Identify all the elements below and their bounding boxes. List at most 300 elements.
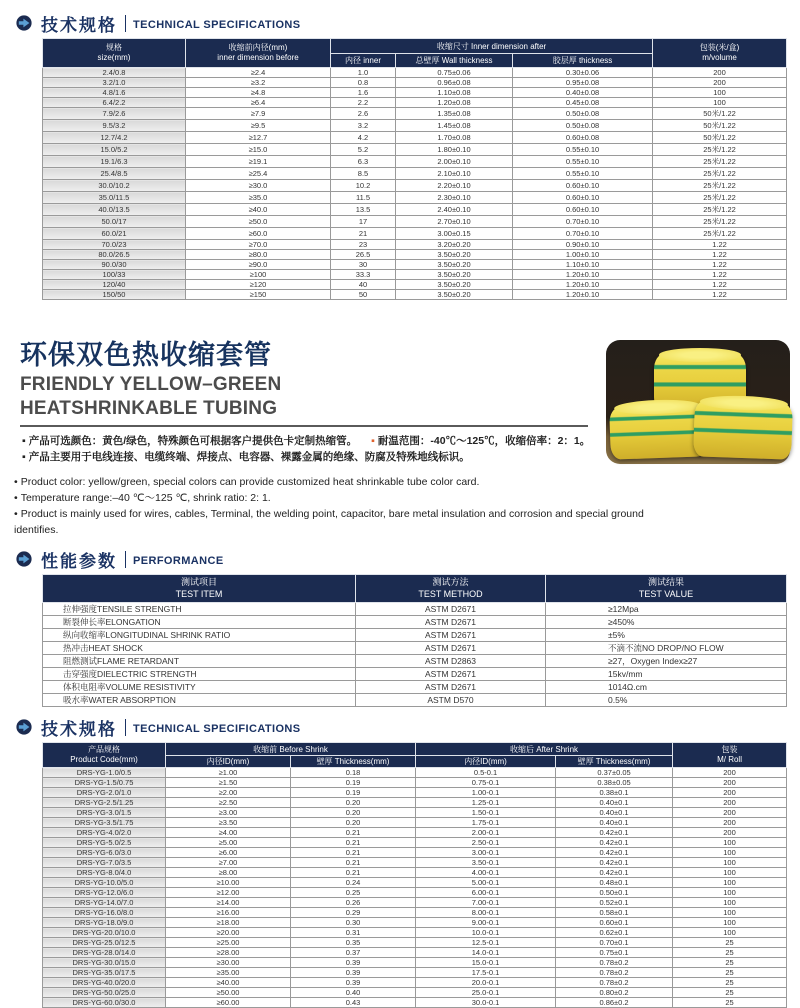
table-cell: 7.9/2.6 — [43, 108, 186, 120]
table-cell: ≥70.0 — [186, 240, 331, 250]
table-cell: ≥15.0 — [186, 144, 331, 156]
table-cell: ≥80.0 — [186, 250, 331, 260]
table-row — [43, 603, 787, 616]
table-cell: 100 — [673, 848, 787, 858]
table-cell: 0.37±0.05 — [556, 768, 673, 778]
table-cell: 50米/1.22 — [653, 132, 787, 144]
table-cell: 3.50±0.20 — [396, 290, 513, 300]
table-row — [43, 250, 787, 260]
table-cell: 25米/1.22 — [653, 156, 787, 168]
table-cell: 0.78±0.2 — [556, 978, 673, 988]
table-cell: 25.4/8.5 — [43, 168, 186, 180]
table-row — [43, 908, 787, 918]
section-header-performance — [16, 548, 800, 570]
spec-table-drs-yg — [42, 742, 787, 1008]
table-cell: ≥60.0 — [186, 228, 331, 240]
bullet-item: ▪ 耐温范围：-40℃～125℃，收缩倍率：2：1。 — [371, 435, 591, 447]
bullet-item: • Product is mainly used for wires, cables, Terminal, the welding point, capacitor, bare metal insulation and corrosion and special ground identifies. — [14, 508, 644, 536]
table-row — [43, 694, 787, 707]
table-row — [43, 180, 787, 192]
table-cell: 0.70±0.10 — [513, 228, 653, 240]
table-cell: 0.35 — [291, 938, 416, 948]
table-cell: DRS-YG-30.0/15.0 — [43, 958, 166, 968]
table-cell: ≥3.2 — [186, 78, 331, 88]
table-cell: 30.0/10.2 — [43, 180, 186, 192]
table-row — [43, 918, 787, 928]
table-cell: DRS-YG-1.5/0.75 — [43, 778, 166, 788]
table-cell: 100 — [673, 898, 787, 908]
table-cell: 0.42±0.1 — [556, 828, 673, 838]
table-row — [43, 260, 787, 270]
table-cell: ASTM D2671 — [356, 642, 546, 655]
table-cell: 19.1/6.3 — [43, 156, 186, 168]
table-cell: DRS-YG-12.0/6.0 — [43, 888, 166, 898]
table-cell: 15kv/mm — [546, 668, 787, 681]
catalog-page — [0, 12, 800, 1007]
bullet-icon: • — [14, 476, 18, 488]
table-cell: 0.60±0.10 — [513, 204, 653, 216]
col-header-test-method: 测试方法 TEST METHOD — [356, 575, 546, 603]
table-row — [43, 878, 787, 888]
table-cell: 0.48±0.1 — [556, 878, 673, 888]
table-cell: 0.58±0.1 — [556, 908, 673, 918]
table-cell: ≥20.00 — [166, 928, 291, 938]
bullet-icon: ▪ — [22, 435, 26, 447]
table-cell: DRS-YG-5.0/2.5 — [43, 838, 166, 848]
table-cell: 0.38±0.1 — [556, 788, 673, 798]
table-cell: 100 — [673, 918, 787, 928]
table-cell: 23 — [331, 240, 396, 250]
table-row — [43, 898, 787, 908]
table-cell: ≥8.00 — [166, 868, 291, 878]
product-photo — [606, 340, 790, 464]
table-cell: ≥6.00 — [166, 848, 291, 858]
table-cell: 0.50±0.1 — [556, 888, 673, 898]
table-cell: ASTM D570 — [356, 694, 546, 707]
table-cell: ≥150 — [186, 290, 331, 300]
table-cell: 7.00-0.1 — [416, 898, 556, 908]
table-cell: ≥12.00 — [166, 888, 291, 898]
table-cell: 8.5 — [331, 168, 396, 180]
table-row — [43, 616, 787, 629]
table-cell: 25米/1.22 — [653, 216, 787, 228]
table-cell: 100 — [673, 888, 787, 898]
table-cell: 200 — [673, 788, 787, 798]
table-row — [43, 168, 787, 180]
table-cell: 0.37 — [291, 948, 416, 958]
table-cell: ≥100 — [186, 270, 331, 280]
product-intro — [0, 340, 800, 538]
table-cell: ±5% — [546, 629, 787, 642]
col-header-before: 收缩前内径(mm) inner dimension before — [186, 39, 331, 68]
table-cell: 0.50±0.08 — [513, 108, 653, 120]
table-cell: 100/33 — [43, 270, 186, 280]
col-header-after-group: 收缩后 After Shrink — [416, 743, 673, 756]
table-cell: 0.52±0.1 — [556, 898, 673, 908]
table-cell: 0.5-0.1 — [416, 768, 556, 778]
table-cell: 0.40±0.1 — [556, 808, 673, 818]
table-cell: 3.50±0.20 — [396, 260, 513, 270]
table-cell: 6.00-0.1 — [416, 888, 556, 898]
table-cell: ASTM D2863 — [356, 655, 546, 668]
table-cell: 0.8 — [331, 78, 396, 88]
table-row — [43, 290, 787, 300]
tubing-roll — [609, 404, 707, 459]
table-cell: 5.00-0.1 — [416, 878, 556, 888]
table-cell: 3.50±0.20 — [396, 270, 513, 280]
arrow-circle-icon — [16, 719, 32, 735]
table-cell: 1.0 — [331, 68, 396, 78]
table-cell: 0.78±0.2 — [556, 958, 673, 968]
table-cell: 15.0-0.1 — [416, 958, 556, 968]
table-cell: 1.70±0.08 — [396, 132, 513, 144]
table-row — [43, 681, 787, 694]
table-cell: DRS-YG-1.0/0.5 — [43, 768, 166, 778]
table-cell: 0.96±0.08 — [396, 78, 513, 88]
section-title-en: TECHNICAL SPECIFICATIONS — [133, 723, 301, 735]
table-cell: 0.40±0.1 — [556, 798, 673, 808]
table-cell: 0.30±0.06 — [513, 68, 653, 78]
table-cell: 1.20±0.08 — [396, 98, 513, 108]
table-cell: ≥4.00 — [166, 828, 291, 838]
divider — [125, 15, 126, 32]
table-row — [43, 144, 787, 156]
table-cell: 100 — [673, 858, 787, 868]
table-cell: ≥120 — [186, 280, 331, 290]
arrow-circle-icon — [16, 551, 32, 567]
table-row — [43, 798, 787, 808]
tubing-roll — [693, 400, 793, 459]
table-cell: 0.20 — [291, 798, 416, 808]
table-cell: 体积电阻率VOLUME RESISTIVITY — [43, 681, 356, 694]
table-cell: 50 — [331, 290, 396, 300]
table-cell: 200 — [653, 78, 787, 88]
table-cell: 0.50±0.08 — [513, 120, 653, 132]
table-cell: ≥7.9 — [186, 108, 331, 120]
table-cell: 200 — [673, 828, 787, 838]
table-cell: ≥90.0 — [186, 260, 331, 270]
table-cell: 0.42±0.1 — [556, 868, 673, 878]
table-cell: 9.5/3.2 — [43, 120, 186, 132]
table-row — [43, 808, 787, 818]
col-header-before-group: 收缩前 Before Shrink — [166, 743, 416, 756]
table-cell: 90.0/30 — [43, 260, 186, 270]
table-cell: 0.62±0.1 — [556, 928, 673, 938]
table-row — [43, 978, 787, 988]
table-cell: 6.4/2.2 — [43, 98, 186, 108]
table-cell: 12.7/4.2 — [43, 132, 186, 144]
table-cell: 100 — [653, 98, 787, 108]
table-cell: 25 — [673, 978, 787, 988]
table-cell: ≥35.00 — [166, 968, 291, 978]
table-cell: ≥50.0 — [186, 216, 331, 228]
table-cell: 11.5 — [331, 192, 396, 204]
col-header-test-item: 测试项目 TEST ITEM — [43, 575, 356, 603]
col-header-glue: 胶层厚 thickness — [513, 54, 653, 68]
col-header-after-group: 收缩尺寸 Inner dimension after — [331, 39, 653, 54]
table-cell: ASTM D2671 — [356, 629, 546, 642]
product-title-zh: 环保双色热收缩套管 — [20, 340, 272, 370]
table-row — [43, 204, 787, 216]
table-row — [43, 928, 787, 938]
table-cell: 1.20±0.10 — [513, 280, 653, 290]
table-cell: 热冲击HEAT SHOCK — [43, 642, 356, 655]
section-header-specs-1 — [16, 12, 800, 34]
table-cell: 200 — [673, 778, 787, 788]
table-cell: 0.70±0.10 — [513, 216, 653, 228]
table-cell: 25米/1.22 — [653, 144, 787, 156]
col-header-thick-before: 壁厚 Thickness(mm) — [291, 756, 416, 768]
table-cell: 1.22 — [653, 260, 787, 270]
table-cell: 击穿强度DIELECTRIC STRENGTH — [43, 668, 356, 681]
table-cell: 0.21 — [291, 828, 416, 838]
table-row — [43, 156, 787, 168]
table-cell: 8.00-0.1 — [416, 908, 556, 918]
table-cell: 2.10±0.10 — [396, 168, 513, 180]
table-cell: 3.20±0.20 — [396, 240, 513, 250]
table-cell: 25 — [673, 998, 787, 1008]
table-cell: 0.60±0.10 — [513, 180, 653, 192]
table-cell: 25 — [673, 948, 787, 958]
table-cell: 200 — [673, 768, 787, 778]
table-cell: ≥40.0 — [186, 204, 331, 216]
table-cell: ≥2.00 — [166, 788, 291, 798]
table-cell: 1.22 — [653, 250, 787, 260]
table-cell: 0.55±0.10 — [513, 168, 653, 180]
table-cell: 25.0-0.1 — [416, 988, 556, 998]
divider — [125, 719, 126, 736]
table-cell: 2.6 — [331, 108, 396, 120]
table-cell: ≥1.50 — [166, 778, 291, 788]
table-cell: 2.2 — [331, 98, 396, 108]
table-row — [43, 818, 787, 828]
section-title-zh: 技术规格 — [41, 15, 117, 35]
table-cell: 1.20±0.10 — [513, 290, 653, 300]
table-cell: 1014Ω.cm — [546, 681, 787, 694]
bullet-item: • Temperature range:–40 ℃～125 ℃, shrink ratio: 2: 1. — [14, 492, 271, 504]
col-header-size: 规格 size(mm) — [43, 39, 186, 68]
table-cell: DRS-YG-40.0/20.0 — [43, 978, 166, 988]
table-cell: 不滴不流NO DROP/NO FLOW — [546, 642, 787, 655]
table-cell: DRS-YG-28.0/14.0 — [43, 948, 166, 958]
table-cell: 2.00±0.10 — [396, 156, 513, 168]
product-title-en-2: HEATSHRINKABLE TUBING — [20, 398, 278, 419]
table-row — [43, 228, 787, 240]
table-cell: 1.10±0.10 — [513, 260, 653, 270]
col-header-test-value: 测试结果 TEST VALUE — [546, 575, 787, 603]
col-header-pack: 包装 M/ Roll — [673, 743, 787, 768]
table-row — [43, 132, 787, 144]
table-row — [43, 629, 787, 642]
table-cell: ≥9.5 — [186, 120, 331, 132]
table-cell: 0.95±0.08 — [513, 78, 653, 88]
table-cell: ≥60.00 — [166, 998, 291, 1008]
table-cell: 17.5-0.1 — [416, 968, 556, 978]
table-cell: DRS-YG-60.0/30.0 — [43, 998, 166, 1008]
table-row — [43, 120, 787, 132]
table-cell: 3.50±0.20 — [396, 250, 513, 260]
section-title-en: PERFORMANCE — [133, 555, 224, 567]
table-cell: 0.42±0.1 — [556, 858, 673, 868]
table-cell: DRS-YG-2.0/1.0 — [43, 788, 166, 798]
table-cell: DRS-YG-50.0/25.0 — [43, 988, 166, 998]
table-row — [43, 848, 787, 858]
table-row — [43, 642, 787, 655]
table-cell: 20.0-0.1 — [416, 978, 556, 988]
bullets-en — [14, 474, 654, 538]
table-cell: 0.21 — [291, 868, 416, 878]
table-cell: DRS-YG-2.5/1.25 — [43, 798, 166, 808]
col-header-thick-after: 壁厚 Thickness(mm) — [556, 756, 673, 768]
table-row — [43, 240, 787, 250]
table-cell: 0.43 — [291, 998, 416, 1008]
table-cell: 50米/1.22 — [653, 108, 787, 120]
table-cell: 50米/1.22 — [653, 120, 787, 132]
table-cell: 2.00-0.1 — [416, 828, 556, 838]
table-cell: 100 — [673, 838, 787, 848]
table-cell: ≥28.00 — [166, 948, 291, 958]
table-cell: 1.22 — [653, 290, 787, 300]
table-cell: 0.70±0.1 — [556, 938, 673, 948]
table-row — [43, 778, 787, 788]
table-cell: 100 — [673, 868, 787, 878]
section-title-zh: 性能参数 — [41, 551, 117, 571]
table-cell: 3.00±0.15 — [396, 228, 513, 240]
table-cell: 25 — [673, 988, 787, 998]
spec-table-inch — [42, 38, 787, 300]
table-cell: 1.50-0.1 — [416, 808, 556, 818]
table-cell: ≥3.00 — [166, 808, 291, 818]
table-cell: 0.55±0.10 — [513, 144, 653, 156]
table-cell: ≥12Mpa — [546, 603, 787, 616]
table-cell: 吸水率WATER ABSORPTION — [43, 694, 356, 707]
table-cell: 9.00-0.1 — [416, 918, 556, 928]
table-cell: 25米/1.22 — [653, 228, 787, 240]
table-cell: 0.86±0.2 — [556, 998, 673, 1008]
table-row — [43, 888, 787, 898]
col-header-id-after: 内径ID(mm) — [416, 756, 556, 768]
table-cell: 200 — [673, 818, 787, 828]
table-cell: 14.0-0.1 — [416, 948, 556, 958]
col-header-wall: 总壁厚 Wall thickness — [396, 54, 513, 68]
table-cell: 0.78±0.2 — [556, 968, 673, 978]
table-cell: 0.45±0.08 — [513, 98, 653, 108]
table-cell: ≥19.1 — [186, 156, 331, 168]
bullet-item: ▪ 产品可选颜色：黄色/绿色，特殊颜色可根据客户提供色卡定制热缩管。 — [22, 435, 358, 447]
table-cell: 0.42±0.1 — [556, 838, 673, 848]
col-header-product-code: 产品规格 Product Code(mm) — [43, 743, 166, 768]
table-cell: 25 — [673, 938, 787, 948]
table-cell: 0.60±0.1 — [556, 918, 673, 928]
table-cell: 0.26 — [291, 898, 416, 908]
table-row — [43, 958, 787, 968]
col-header-inner: 内径 inner — [331, 54, 396, 68]
table-cell: 10.0-0.1 — [416, 928, 556, 938]
table-cell: ASTM D2671 — [356, 616, 546, 629]
table-cell: ≥25.4 — [186, 168, 331, 180]
table-cell: 0.18 — [291, 768, 416, 778]
table-cell: 1.25-0.1 — [416, 798, 556, 808]
table-cell: 13.5 — [331, 204, 396, 216]
table-cell: 200 — [673, 798, 787, 808]
table-row — [43, 858, 787, 868]
table-cell: 0.25 — [291, 888, 416, 898]
table-cell: 0.5% — [546, 694, 787, 707]
table-cell: 25 — [673, 958, 787, 968]
table-cell: 200 — [673, 808, 787, 818]
table-cell: 0.39 — [291, 968, 416, 978]
table-cell: 1.22 — [653, 280, 787, 290]
table-row — [43, 280, 787, 290]
table-cell: 30.0-0.1 — [416, 998, 556, 1008]
table-cell: ASTM D2671 — [356, 681, 546, 694]
table-cell: DRS-YG-7.0/3.5 — [43, 858, 166, 868]
table-cell: 纵向收缩率LONGITUDINAL SHRINK RATIO — [43, 629, 356, 642]
table-cell: 0.39 — [291, 978, 416, 988]
table-cell: 100 — [653, 88, 787, 98]
table-cell: 1.75-0.1 — [416, 818, 556, 828]
performance-table — [42, 574, 787, 707]
table-cell: 40.0/13.5 — [43, 204, 186, 216]
table-cell: 15.0/5.2 — [43, 144, 186, 156]
table-cell: ≥18.00 — [166, 918, 291, 928]
table-cell: ASTM D2671 — [356, 668, 546, 681]
table-cell: 25 — [673, 968, 787, 978]
table-cell: 25米/1.22 — [653, 192, 787, 204]
table-cell: ≥30.00 — [166, 958, 291, 968]
table-cell: 0.55±0.10 — [513, 156, 653, 168]
table-row — [43, 192, 787, 204]
table-cell: 2.30±0.10 — [396, 192, 513, 204]
table-cell: ≥1.00 — [166, 768, 291, 778]
table-cell: ≥12.7 — [186, 132, 331, 144]
table-row — [43, 828, 787, 838]
bullet-item: ▪ 产品主要用于电线连接、电缆终端、焊接点、电容器、裸露金属的绝缘、防腐及特殊地线标识。 — [22, 451, 470, 463]
table-cell: 0.40±0.1 — [556, 818, 673, 828]
col-header-id-before: 内径ID(mm) — [166, 756, 291, 768]
table-cell: 50.0/17 — [43, 216, 186, 228]
bullet-icon: • — [14, 492, 18, 504]
table-cell: 30 — [331, 260, 396, 270]
table-cell: 80.0/26.5 — [43, 250, 186, 260]
table-cell: 拉伸强度TENSILE STRENGTH — [43, 603, 356, 616]
table-row — [43, 988, 787, 998]
table-cell: 0.20 — [291, 808, 416, 818]
table-cell: 0.21 — [291, 838, 416, 848]
table-cell: 2.4/0.8 — [43, 68, 186, 78]
table-cell: 2.40±0.10 — [396, 204, 513, 216]
bullet-icon: ▪ — [22, 451, 26, 463]
table-cell: 200 — [653, 68, 787, 78]
table-cell: DRS-YG-10.0/5.0 — [43, 878, 166, 888]
table-cell: 0.75±0.1 — [556, 948, 673, 958]
table-cell: 2.50-0.1 — [416, 838, 556, 848]
table-cell: 0.80±0.2 — [556, 988, 673, 998]
table-cell: 1.10±0.08 — [396, 88, 513, 98]
table-cell: ≥40.00 — [166, 978, 291, 988]
table-cell: 0.29 — [291, 908, 416, 918]
table-cell: DRS-YG-4.0/2.0 — [43, 828, 166, 838]
table-cell: 1.20±0.10 — [513, 270, 653, 280]
table-cell: DRS-YG-20.0/10.0 — [43, 928, 166, 938]
table-cell: 70.0/23 — [43, 240, 186, 250]
table-cell: 100 — [673, 878, 787, 888]
table-cell: ≥6.4 — [186, 98, 331, 108]
table-row — [43, 788, 787, 798]
table-cell: 25米/1.22 — [653, 180, 787, 192]
table-cell: 0.31 — [291, 928, 416, 938]
table-cell: 1.80±0.10 — [396, 144, 513, 156]
